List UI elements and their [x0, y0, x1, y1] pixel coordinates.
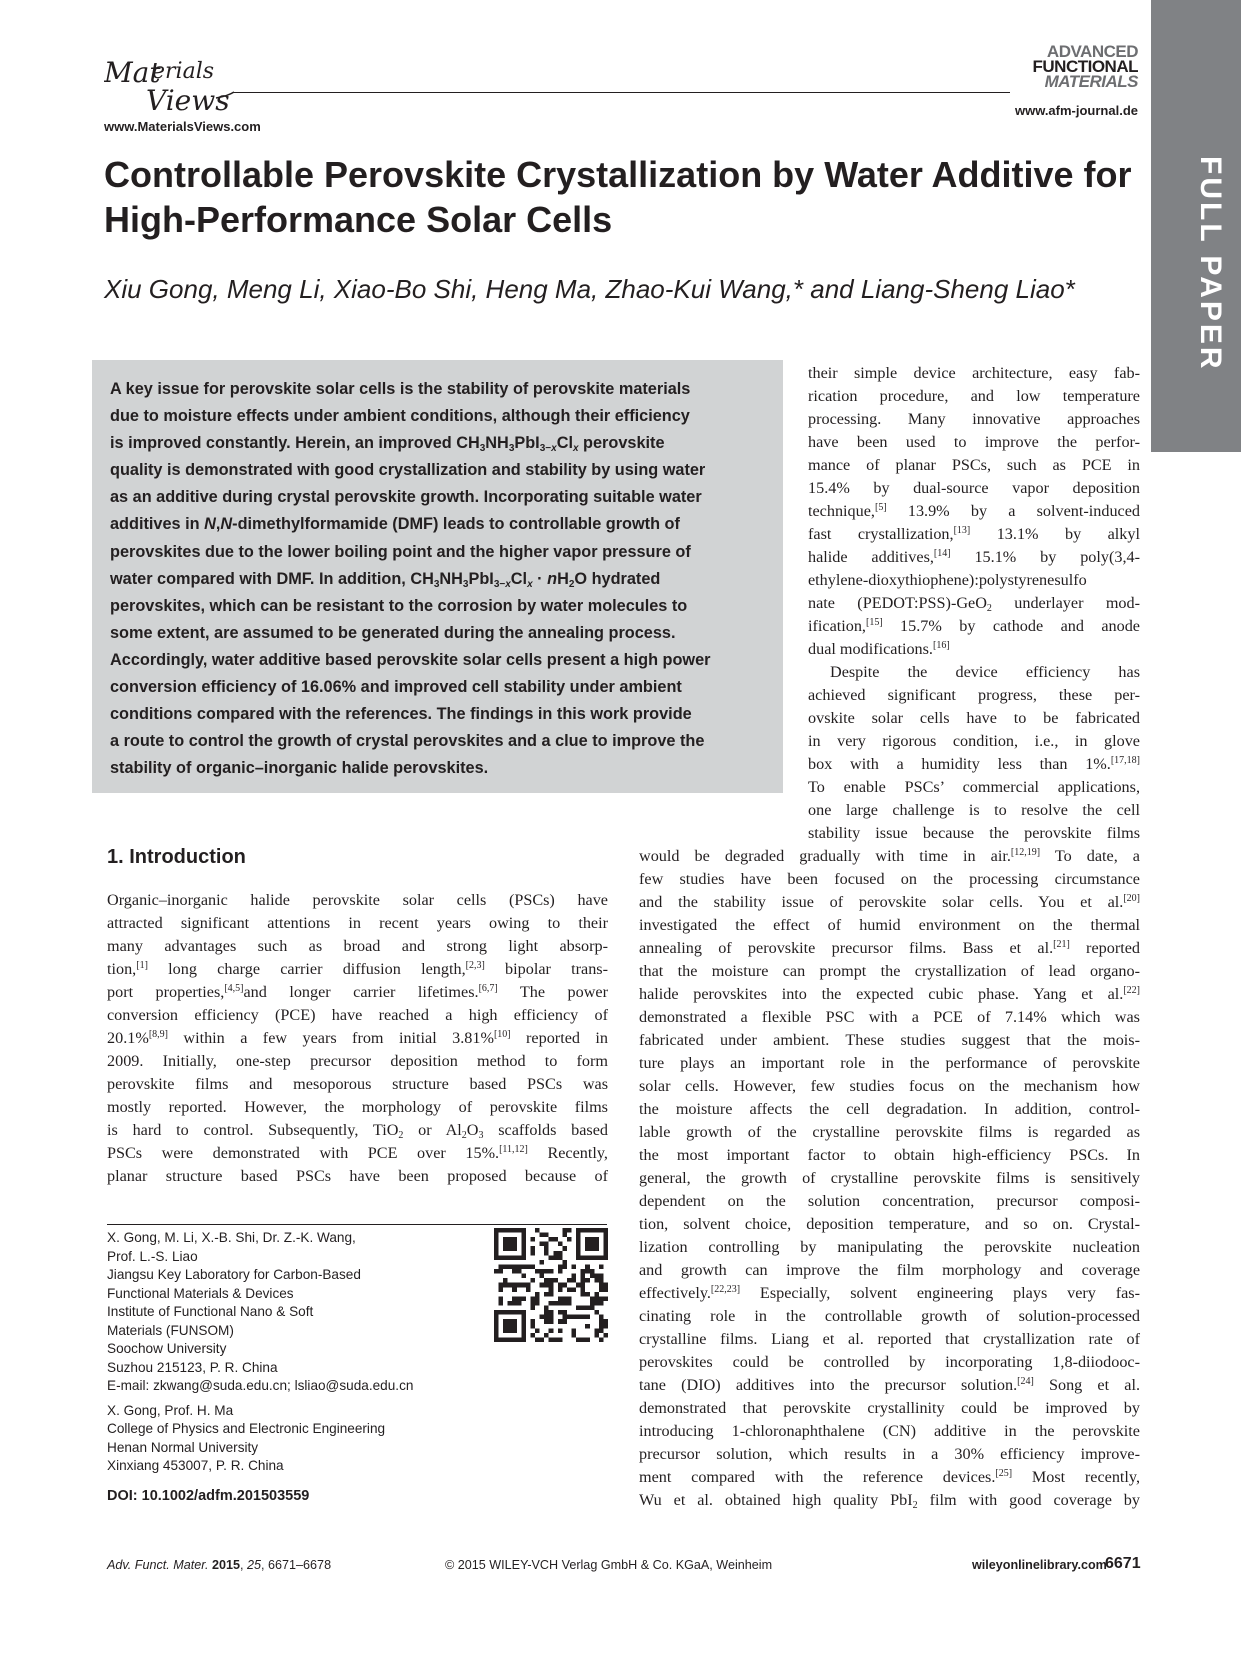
text-line: attracted significant attentions in recent years owing to their [107, 914, 608, 932]
text-line: dependent on the solution concentration, precursor composi- [639, 1192, 1140, 1210]
text-line: rication procedure, and low temperature [808, 387, 1140, 405]
text-line: investigated the effect of humid environment on the thermal [639, 916, 1140, 934]
text-line: box with a humidity less than 1%.[17,18] [808, 755, 1140, 773]
affiliation-line: Jiangsu Key Laboratory for Carbon-Based [107, 1267, 361, 1282]
text-line: halide perovskites into the expected cubic phase. Yang et al.[22] [639, 985, 1140, 1003]
footer-copyright: © 2015 WILEY-VCH Verlag GmbH & Co. KGaA, Weinheim [445, 1558, 773, 1572]
text-line: PSCs were demonstrated with PCE over 15%.[11,12] Recently, [107, 1144, 608, 1162]
footer-site[interactable]: wileyonlinelibrary.com [972, 1558, 1107, 1572]
text-line: tion, solvent choice, deposition temperature, and so on. Crystal- [639, 1215, 1140, 1233]
text-line: planar structure based PSCs have been proposed because of [107, 1167, 608, 1185]
footer-year: 2015 [211, 1558, 241, 1572]
section-heading-introduction: 1. Introduction [107, 846, 246, 868]
section-tab-label: FULL PAPER [1194, 156, 1227, 372]
abstract-line: perovskites due to the lower boiling point and the higher vapor pressure of [110, 542, 691, 561]
text-line: ment compared with the reference devices.[25] Most recently, [639, 1468, 1141, 1486]
text-line: Despite the device efficiency has [830, 663, 1140, 681]
text-line: demonstrated that perovskite crystallinity could be improved by [639, 1399, 1140, 1417]
journal-logo-line-3: MATERIALS [1044, 72, 1138, 91]
affiliation-line: Prof. L.-S. Liao [107, 1248, 198, 1264]
text-line: lable growth of the crystalline perovskite films is regarded as [639, 1123, 1140, 1141]
text-line: would be degraded gradually with time in air.[12,19] To date, a [639, 847, 1140, 865]
text-line: have been used to improve the perfor- [808, 433, 1140, 451]
text-line: effectively.[22,23] Especially, solvent engineering plays very fas- [639, 1284, 1140, 1302]
footer-pages: 6671–6678 [268, 1558, 332, 1572]
title-line-1: Controllable Perovskite Crystallization by Water Additive for [104, 154, 1132, 195]
footer-journal-abbrev: Adv. Funct. Mater. [107, 1558, 209, 1572]
journal-url[interactable]: www.afm-journal.de [1014, 103, 1138, 118]
publisher-url[interactable]: www.MaterialsViews.com [104, 119, 261, 134]
footer-citation: Adv. Funct. Mater. 2015, 25, 6671–6678 [107, 1558, 332, 1572]
right-column-top [808, 362, 1140, 845]
text-line: halide additives,[14] 15.1% by poly(3,4- [808, 548, 1141, 566]
text-line: in very rigorous condition, i.e., in glove [808, 732, 1140, 750]
text-line: nate (PEDOT:PSS)-GeO$_2$ underlayer mod- [808, 594, 1140, 614]
abstract-line: conditions compared with the references. The findings in this work provide [110, 705, 692, 724]
text-line: 2009. Initially, one-step precursor deposition method to form [107, 1052, 608, 1070]
text-line: stability issue because the perovskite films [808, 824, 1140, 842]
qr-code-icon [494, 1228, 608, 1342]
text-line: processing. Many innovative approaches [808, 410, 1140, 428]
text-line: introducing 1-chloronaphthalene (CN) additive in the perovskite [639, 1422, 1140, 1440]
affiliation-line: Functional Materials & Devices [107, 1285, 294, 1301]
text-line: mostly reported. However, the morphology of perovskite films [107, 1098, 608, 1116]
text-line: one large challenge is to resolve the cell [808, 801, 1140, 819]
affiliation-line: Suzhou 215123, P. R. China [107, 1359, 278, 1375]
abstract-line: due to moisture effects under ambient conditions, although their efficiency [110, 407, 690, 426]
text-line: ovskite solar cells have to be fabricated [808, 709, 1140, 727]
affiliation-line: College of Physics and Electronic Engineering [107, 1421, 386, 1436]
text-line: tion,[1] long charge carrier diffusion length,[2,3] bipolar trans- [107, 960, 608, 978]
abstract-line: water compared with DMF. In addition, $CH_3NH_3PbI_{3-x}Cl_x \cdot nH_2O$ hydrated [110, 569, 661, 590]
text-line: is hard to control. Subsequently, TiO$_2$ or $Al_2O_3$ scaffolds based [107, 1121, 609, 1141]
section-tab [1151, 0, 1241, 452]
abstract-line: some extent, are assumed to be generated during the annealing process. [110, 623, 676, 642]
text-line: solar cells. However, few studies focus on the mechanism how [639, 1077, 1140, 1095]
right-column-bottom [639, 845, 1140, 1512]
text-line: annealing of perovskite precursor films. Bass et al.[21] reported [639, 939, 1140, 957]
text-line: and the stability issue of perovskite solar cells. You et al.[20] [639, 893, 1140, 911]
abstract-line: stability of organic–inorganic halide perovskites. [110, 759, 489, 778]
text-line: that the moisture can prompt the crystallization of lead organo- [639, 962, 1140, 980]
text-line: tane (DIO) additives into the precursor solution.[24] Song et al. [639, 1376, 1140, 1394]
text-line: 20.1%[8,9] within a few years from initial 3.81%[10] reported in [107, 1029, 608, 1047]
text-line: ification,[15] 15.7% by cathode and anode [808, 617, 1140, 635]
abstract-line: Accordingly, water additive based perovskite solar cells present a high power [110, 650, 711, 669]
text-line: the moisture affects the cell degradation. In addition, control- [639, 1100, 1140, 1118]
text-line: fast crystallization,[13] 13.1% by alkyl [808, 525, 1140, 543]
text-line: port properties,[4,5]and longer carrier lifetimes.[6,7] The power [107, 983, 609, 1001]
affiliation-line: Materials (FUNSOM) [107, 1322, 234, 1338]
text-line: dual modifications.[16] [808, 640, 950, 658]
abstract-line: perovskites, which can be resistant to the corrosion by water molecules to [110, 596, 688, 615]
author-list: Xiu Gong, Meng Li, Xiao-Bo Shi, Heng Ma, Zhao-Kui Wang,* and Liang-Sheng Liao* [104, 274, 1075, 304]
header-rule [234, 92, 1010, 93]
materials-views-logo [104, 52, 234, 116]
abstract-text [110, 376, 766, 782]
affiliation-line: X. Gong, M. Li, X.-B. Shi, Dr. Z.-K. Wang, [107, 1230, 356, 1245]
affiliation-line: Institute of Functional Nano & Soft [107, 1304, 314, 1319]
text-line: conversion efficiency (PCE) have reached a high efficiency of [107, 1006, 608, 1024]
affiliations [107, 1229, 487, 1476]
text-line: many advantages such as broad and strong light absorp- [107, 937, 608, 955]
abstract-line: A key issue for perovskite solar cells is the stability of perovskite materials [110, 380, 691, 398]
svg-text:erials: erials [152, 59, 215, 84]
text-line: lization controlling by manipulating the perovskite nucleation [639, 1238, 1140, 1256]
text-line: 15.4% by dual-source vapor deposition [808, 479, 1140, 497]
text-line: demonstrated a flexible PSC with a PCE of 7.14% which was [639, 1008, 1140, 1026]
text-line: their simple device architecture, easy fab- [808, 364, 1140, 382]
text-line: ture plays an important role in the performance of perovskite [639, 1054, 1140, 1072]
abstract-line: is improved constantly. Herein, an improved $CH_3NH_3PbI_{3-x}Cl_x$ perovskite [110, 434, 665, 455]
svg-text:Views: Views [146, 84, 230, 116]
text-line: Wu et al. obtained high quality PbI$_2$ film with good coverage by [639, 1491, 1140, 1511]
left-column-body [107, 889, 608, 1188]
affiliation-line: Soochow University [107, 1341, 227, 1356]
journal-logo [1014, 44, 1138, 96]
text-line: ethylene-dioxythiophene):polystyrenesulfo [808, 571, 1087, 589]
title-line-2: High-Performance Solar Cells [104, 199, 613, 240]
text-line: technique,[5] 13.9% by a solvent-induced [808, 502, 1140, 520]
affiliation-line: Henan Normal University [107, 1439, 259, 1455]
footer-volume: 25 [247, 1558, 262, 1572]
affiliation-line: Xinxiang 453007, P. R. China [107, 1458, 284, 1473]
text-line: and growth can improve the film morphology and coverage [639, 1261, 1140, 1279]
text-line: cinating role in the controllable growth of solution-processed [639, 1307, 1140, 1325]
text-line: mance of planar PSCs, such as PCE in [808, 456, 1140, 474]
text-line: precursor solution, which results in a 30% efficiency improve- [639, 1445, 1140, 1463]
text-line: fabricated under ambient. These studies suggest that the mois- [639, 1031, 1140, 1049]
svg-text:Mat: Mat [104, 56, 161, 89]
text-line: To enable PSCs’ commercial applications, [808, 778, 1140, 796]
text-line: achieved significant progress, these per- [808, 686, 1140, 704]
journal-logo-line-2: FUNCTIONAL [1032, 57, 1138, 76]
abstract-line: as an additive during crystal perovskite growth. Incorporating suitable water [110, 488, 702, 507]
text-line: few studies have been focused on the processing circumstance [639, 870, 1140, 888]
journal-logo-line-1: ADVANCED [1046, 42, 1138, 61]
text-line: general, the growth of crystalline perovskite films is sensitively [639, 1169, 1140, 1187]
text-line: the most important factor to obtain high-efficiency PSCs. In [639, 1146, 1140, 1164]
affiliation-rule [107, 1224, 607, 1225]
abstract-box [92, 360, 783, 793]
text-line: perovskite films and mesoporous structure based PSCs was [107, 1075, 608, 1093]
article-title [104, 152, 1164, 242]
abstract-line: additives in N,N-dimethylformamide (DMF) leads to controllable growth of [110, 515, 680, 534]
text-line: Organic–inorganic halide perovskite solar cells (PSCs) have [107, 891, 608, 909]
abstract-line: quality is demonstrated with good crystallization and stability by using water [110, 461, 706, 480]
page-number: 6671 [1105, 1555, 1141, 1572]
affiliation-line: E-mail: zkwang@suda.edu.cn; lsliao@suda.edu.cn [107, 1378, 414, 1393]
text-line: perovskites could be controlled by incorporating 1,8-diiodooc- [639, 1353, 1140, 1371]
abstract-line: a route to control the growth of crystal perovskites and a clue to improve the [110, 732, 705, 751]
affiliation-line: X. Gong, Prof. H. Ma [107, 1402, 234, 1418]
abstract-line: conversion efficiency of 16.06% and improved cell stability under ambient [110, 678, 682, 697]
doi[interactable]: DOI: 10.1002/adfm.201503559 [107, 1488, 310, 1504]
text-line: crystalline films. Liang et al. reported that crystallization rate of [639, 1330, 1140, 1348]
